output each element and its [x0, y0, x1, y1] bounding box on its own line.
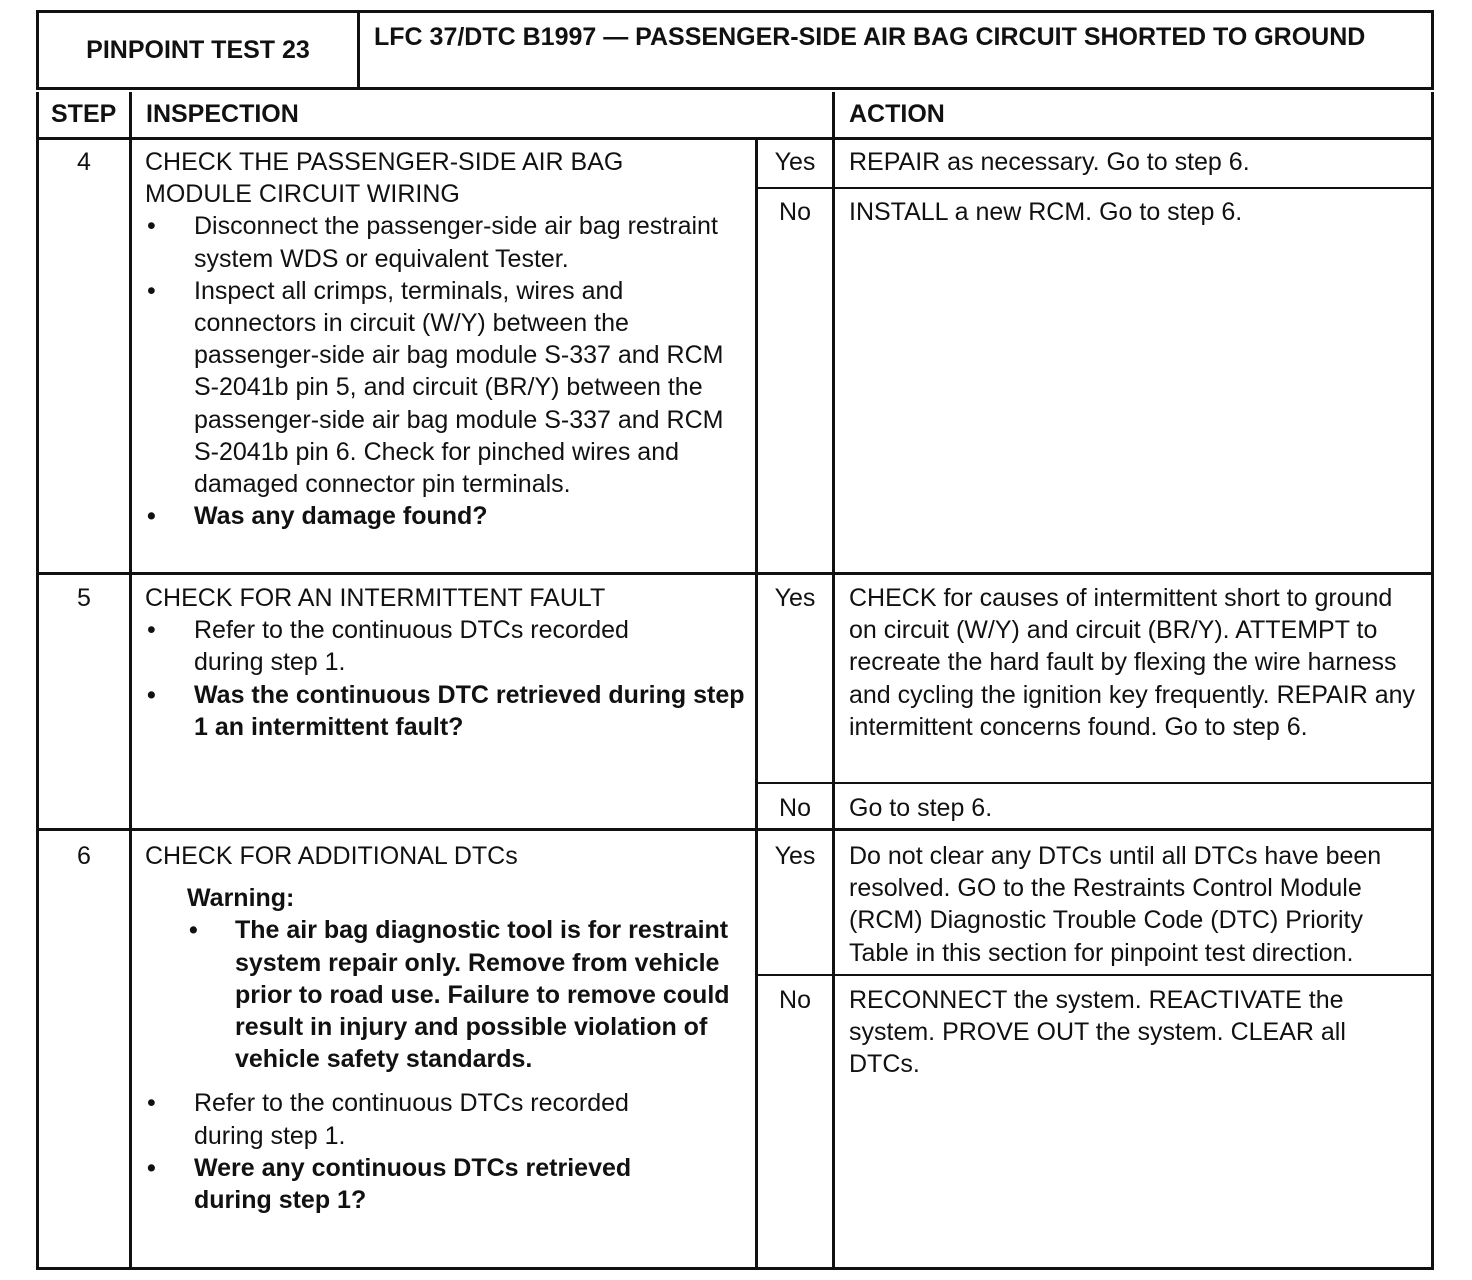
step-question: • Were any continuous DTCs retrieved during step 1?: [145, 1152, 694, 1216]
no-action: INSTALL a new RCM. Go to step 6.: [849, 198, 1243, 226]
step-number: 6: [77, 842, 91, 870]
column-header-action: ACTION: [849, 100, 945, 128]
step-title: CHECK FOR AN INTERMITTENT FAULT: [145, 584, 606, 612]
column-header-inspection: INSPECTION: [146, 100, 299, 128]
no-label: No: [779, 986, 811, 1014]
list-item: • Refer to the continuous DTCs recorded during step 1.: [145, 614, 694, 678]
warning-text: • The air bag diagnostic tool is for restraint system repair only. Remove from vehicle prior to road use. Failure to remove could result in injury and possible violation of vehicle safety standards.: [187, 914, 735, 1075]
step-question: • Was any damage found?: [145, 500, 745, 532]
step-title: CHECK THE PASSENGER-SIDE AIR BAG MODULE CIRCUIT WIRING: [145, 148, 624, 209]
test-title: LFC 37/DTC B1997 — PASSENGER-SIDE AIR BAG CIRCUIT SHORTED TO GROUND: [374, 23, 1366, 51]
yes-label: Yes: [774, 584, 816, 612]
warning-label: Warning:: [187, 884, 295, 913]
yes-action: Do not clear any DTCs until all DTCs have been resolved. GO to the Restraints Control Module (RCM) Diagnostic Trouble Code (DTC) Priority Table in this section for pinpoint test direction.: [849, 842, 1382, 967]
list-item: • Inspect all crimps, terminals, wires and connectors in circuit (W/Y) between the passenger-side air bag module S-337 and RCM S-2041b pin 5, and circuit (BR/Y) between the passenger-side air bag module S-337 and RCM S-2041b pin 6. Check for pinched wires and damaged connector pin terminals.: [145, 275, 739, 500]
no-action: Go to step 6.: [849, 794, 993, 822]
yes-label: Yes: [774, 148, 816, 176]
list-item: • Disconnect the passenger-side air bag restraint system WDS or equivalent Tester.: [145, 210, 724, 274]
step-question: • Was the continuous DTC retrieved during step 1 an intermittent fault?: [145, 679, 754, 743]
step-4-inspection: [145, 146, 745, 532]
yes-action: REPAIR as necessary. Go to step 6.: [849, 148, 1250, 176]
warning-block: [187, 882, 745, 1075]
step-title: CHECK FOR ADDITIONAL DTCs: [145, 842, 518, 870]
no-label: No: [779, 198, 811, 226]
list-item: • Refer to the continuous DTCs recorded during step 1.: [145, 1087, 694, 1151]
no-label: No: [779, 794, 811, 822]
yes-action: CHECK for causes of intermittent short to ground on circuit (W/Y) and circuit (BR/Y). ATTEMPT to recreate the hard fault by flexing the wire harness and cycling the ignition key frequently. REPAIR any intermittent concerns found. Go to step 6.: [849, 584, 1416, 741]
step-number: 4: [77, 148, 91, 176]
step-number: 5: [77, 584, 91, 612]
pinpoint-test-header: [36, 10, 1434, 90]
no-action: RECONNECT the system. REACTIVATE the system. PROVE OUT the system. CLEAR all DTCs.: [849, 986, 1346, 1079]
step-5-inspection: [145, 582, 745, 743]
test-label: PINPOINT TEST 23: [39, 13, 360, 87]
diagnostic-table: [36, 92, 1434, 1270]
yes-label: Yes: [774, 842, 816, 870]
step-6-inspection: [145, 840, 745, 1216]
column-header-step: STEP: [51, 100, 117, 128]
